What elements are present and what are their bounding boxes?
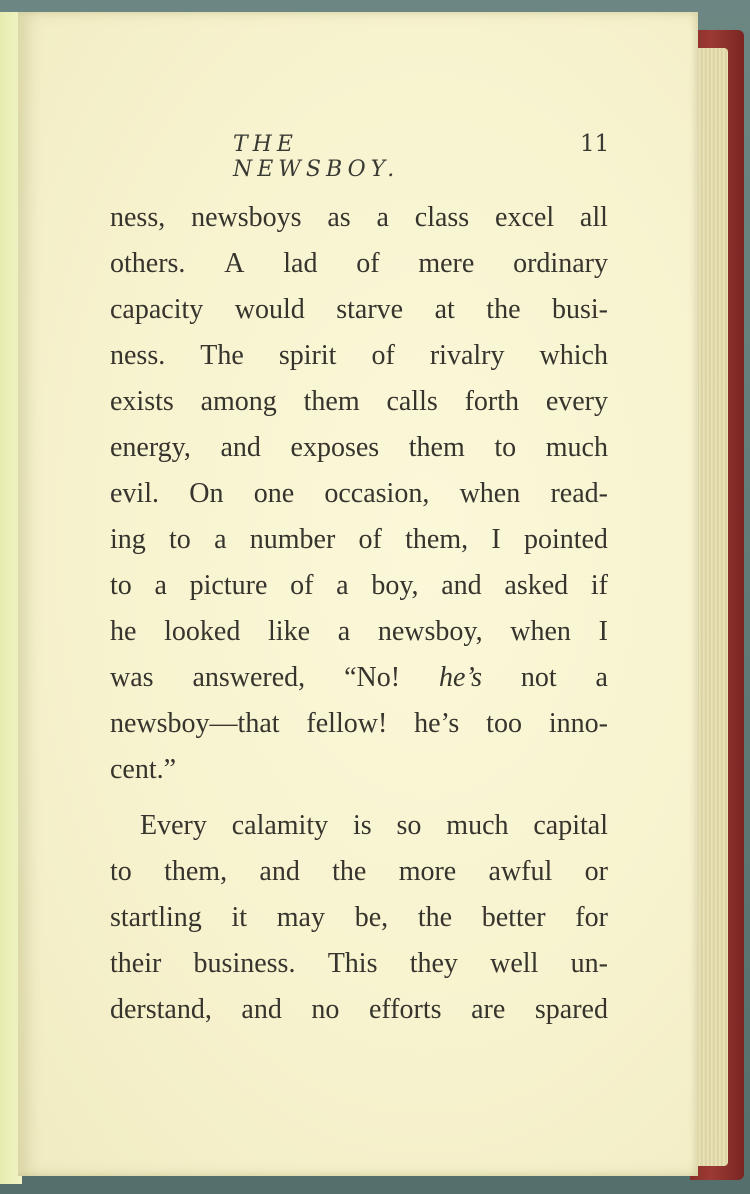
- word: exists: [110, 386, 174, 417]
- text-line: [110, 333, 608, 379]
- word: I: [598, 616, 608, 647]
- word: not: [520, 662, 557, 693]
- word: if: [590, 570, 608, 601]
- word: a: [337, 616, 351, 647]
- text-line: [110, 941, 608, 987]
- page-number: 11: [580, 131, 610, 157]
- word: are: [471, 994, 506, 1025]
- word: as: [327, 202, 351, 233]
- text-line: [110, 287, 608, 333]
- word: class: [414, 202, 470, 233]
- word: derstand,: [110, 994, 212, 1025]
- word: of: [290, 570, 314, 601]
- word: which: [539, 340, 608, 371]
- word: them: [303, 386, 360, 417]
- paragraph: [110, 803, 608, 1033]
- word: picture: [189, 570, 268, 601]
- word: so: [396, 810, 422, 841]
- word: cent.”: [110, 754, 177, 785]
- word: a: [336, 570, 349, 601]
- word: pointed: [523, 524, 608, 555]
- word: calamity: [231, 810, 329, 841]
- word: the: [332, 856, 367, 887]
- word: capital: [533, 810, 608, 841]
- word: ness,: [110, 202, 166, 233]
- word: answered,: [192, 662, 306, 693]
- word: This: [327, 948, 378, 979]
- word: a: [376, 202, 389, 233]
- text-line: [110, 701, 608, 747]
- word: others.: [110, 248, 186, 279]
- word: their: [110, 948, 162, 979]
- word: rivalry: [429, 340, 505, 371]
- word: Every: [140, 810, 207, 841]
- word: or: [584, 856, 608, 887]
- text-line: [110, 241, 608, 287]
- word: and: [259, 856, 300, 887]
- text-line: [110, 655, 608, 701]
- word: a: [595, 662, 608, 693]
- word: to: [110, 570, 132, 601]
- word: and: [220, 432, 261, 463]
- word: would: [234, 294, 305, 325]
- word: un-: [570, 948, 608, 979]
- word: them: [408, 432, 465, 463]
- word: boy,: [371, 570, 419, 601]
- word: and: [241, 994, 282, 1025]
- word: be,: [354, 902, 389, 933]
- word: ing: [110, 524, 146, 555]
- word: to: [494, 432, 517, 463]
- word: one: [253, 478, 295, 509]
- text-line: [110, 471, 608, 517]
- word: spirit: [278, 340, 337, 371]
- text-line: [110, 895, 608, 941]
- word: read-: [550, 478, 608, 509]
- word: business.: [193, 948, 296, 979]
- word: he: [110, 616, 137, 647]
- word: was: [110, 662, 154, 693]
- word: much: [446, 810, 509, 841]
- word: evil.: [110, 478, 159, 509]
- word: awful: [488, 856, 553, 887]
- text-line: [110, 747, 608, 793]
- word: newsboys: [191, 202, 302, 233]
- word: the: [417, 902, 453, 933]
- word: ness.: [110, 340, 166, 371]
- text-line: [110, 849, 608, 895]
- word: capacity: [110, 294, 204, 325]
- word: newsboy—that: [110, 708, 280, 739]
- word: On: [189, 478, 224, 509]
- word: starve: [336, 294, 404, 325]
- word: when: [459, 478, 521, 509]
- word: to: [169, 524, 191, 555]
- word: inno-: [548, 708, 608, 739]
- word: more: [398, 856, 457, 887]
- running-title: THE NEWSBOY.: [233, 132, 400, 182]
- word: of: [371, 340, 395, 371]
- word: them,: [164, 856, 228, 887]
- word: newsboy,: [377, 616, 483, 647]
- word: The: [200, 340, 244, 371]
- word: excel: [495, 202, 555, 233]
- word: no: [311, 994, 340, 1025]
- word: A: [224, 248, 245, 279]
- word: a: [214, 524, 227, 555]
- paragraph: [110, 195, 608, 793]
- word: he’s: [438, 662, 482, 693]
- text-line: [110, 563, 608, 609]
- word: I: [491, 524, 501, 555]
- text-line: [110, 425, 608, 471]
- word: well: [490, 948, 539, 979]
- word: is: [352, 810, 372, 841]
- word: it: [231, 902, 248, 933]
- word: like: [268, 616, 311, 647]
- text-line: [110, 987, 608, 1033]
- word: much: [545, 432, 608, 463]
- word: they: [409, 948, 458, 979]
- body-text: [110, 195, 608, 1033]
- word: every: [545, 386, 608, 417]
- word: them,: [405, 524, 469, 555]
- word: of: [356, 248, 380, 279]
- word: lad: [283, 248, 318, 279]
- word: among: [200, 386, 277, 417]
- book-page: [18, 12, 698, 1176]
- word: energy,: [110, 432, 191, 463]
- word: calls: [386, 386, 438, 417]
- word: may: [276, 902, 325, 933]
- word: when: [510, 616, 571, 647]
- word: of: [358, 524, 382, 555]
- word: occasion,: [324, 478, 430, 509]
- text-line: [110, 517, 608, 563]
- text-line: [110, 803, 608, 849]
- word: startling: [110, 902, 202, 933]
- word: forth: [464, 386, 519, 417]
- word: too: [486, 708, 522, 739]
- word: spared: [534, 994, 608, 1025]
- word: mere: [418, 248, 475, 279]
- word: a: [154, 570, 167, 601]
- word: exposes: [290, 432, 380, 463]
- word: “No!: [344, 662, 401, 693]
- word: asked: [504, 570, 569, 601]
- word: all: [579, 202, 608, 233]
- text-line: [110, 609, 608, 655]
- word: ordinary: [513, 248, 608, 279]
- word: busi-: [552, 294, 608, 325]
- word: fellow!: [306, 708, 388, 739]
- word: for: [575, 902, 608, 933]
- word: at: [434, 294, 455, 325]
- word: better: [481, 902, 546, 933]
- text-line: [110, 195, 608, 241]
- word: number: [249, 524, 336, 555]
- word: efforts: [368, 994, 442, 1025]
- word: he’s: [414, 708, 460, 739]
- word: to: [110, 856, 132, 887]
- word: looked: [164, 616, 241, 647]
- word: and: [441, 570, 482, 601]
- text-line: [110, 379, 608, 425]
- word: the: [486, 294, 521, 325]
